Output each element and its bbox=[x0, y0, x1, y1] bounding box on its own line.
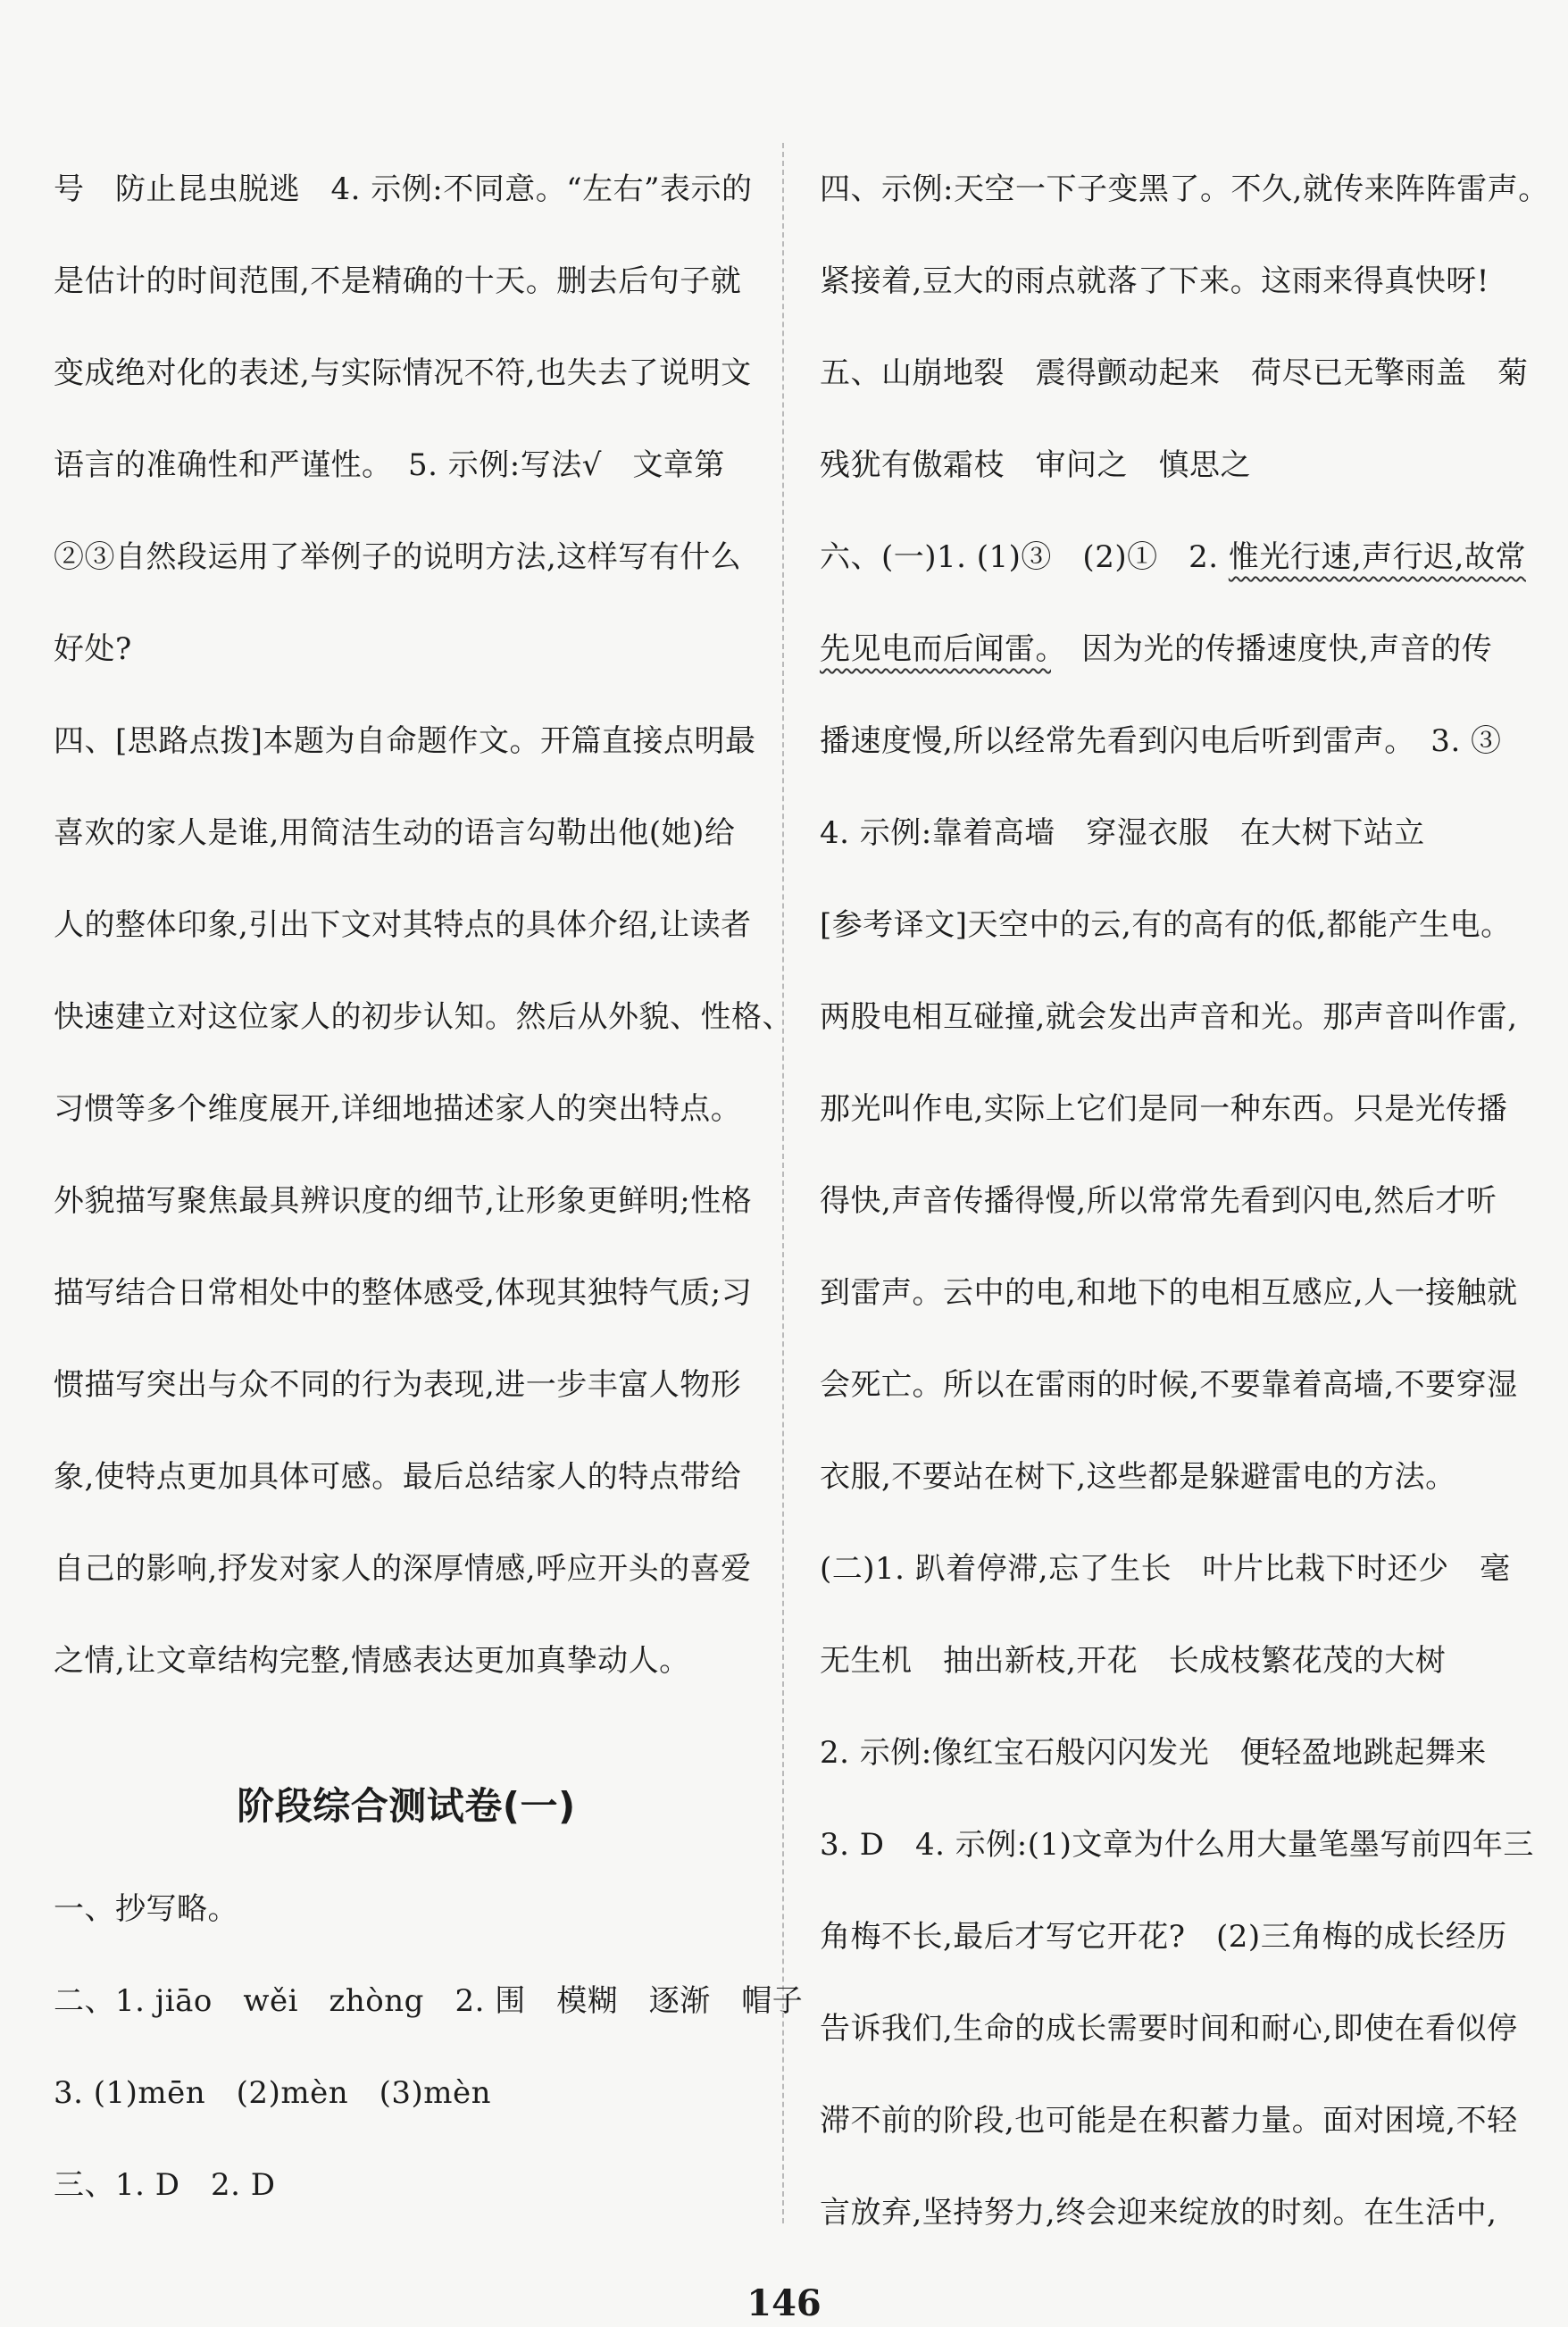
left-column bbox=[54, 157, 804, 2245]
text-line: 衣服,不要站在树下,这些都是躲避雷电的方法。 bbox=[820, 1459, 1456, 1495]
text-line: 描写结合日常相处中的整体感受,体现其独特气质;习 bbox=[54, 1275, 753, 1311]
text-line: [参考译文]天空中的云,有的高有的低,都能产生电。 bbox=[820, 907, 1512, 943]
text-line: 角梅不长,最后才写它开花? (2)三角梅的成长经历 bbox=[820, 1919, 1507, 1955]
text-line: 变成绝对化的表述,与实际情况不符,也失去了说明文 bbox=[54, 355, 752, 391]
text-line: 那光叫作电,实际上它们是同一种东西。只是光传播 bbox=[820, 1091, 1508, 1127]
text-line: 外貌描写聚焦最具辨识度的细节,让形象更鲜明;性格 bbox=[54, 1183, 753, 1219]
text-line: 无生机 抽出新枝,开花 长成枝繁花茂的大树 bbox=[820, 1643, 1447, 1679]
text-line: 是估计的时间范围,不是精确的十天。删去后句子就 bbox=[54, 263, 742, 299]
text-line: 自己的影响,抒发对家人的深厚情感,呼应开头的喜爱 bbox=[54, 1551, 752, 1587]
text-line: 五、山崩地裂 震得颤动起来 荷尽已无擎雨盖 菊 bbox=[820, 355, 1529, 391]
text-line: 两股电相互碰撞,就会发出声音和光。那声音叫作雷, bbox=[820, 999, 1518, 1035]
text-line: 之情,让文章结构完整,情感表达更加真挚动人。 bbox=[54, 1643, 690, 1679]
page-number: 146 bbox=[746, 2282, 822, 2324]
section-heading: 阶段综合测试卷(一) bbox=[237, 1784, 576, 1828]
text-line: 得快,声音传播得慢,所以常常先看到闪电,然后才听 bbox=[820, 1183, 1497, 1219]
text-line: (二)1. 趴着停滞,忘了生长 叶片比栽下时还少 毫 bbox=[820, 1551, 1511, 1587]
text-line: 好处? bbox=[54, 631, 132, 667]
spacer bbox=[54, 1721, 759, 1774]
text-line: 三、1. D 2. D bbox=[54, 2167, 276, 2203]
text-line: 紧接着,豆大的雨点就落了下来。这雨来得真快呀! bbox=[820, 263, 1489, 299]
wavy-underlined-text: 先见电而后闻雷。 bbox=[820, 631, 1051, 667]
text-line: 残犹有傲霜枝 审问之 慎思之 bbox=[820, 447, 1251, 483]
text-line: 告诉我们,生命的成长需要时间和耐心,即使在看似停 bbox=[820, 2011, 1518, 2047]
text-line: ②③自然段运用了举例子的说明方法,这样写有什么 bbox=[54, 539, 742, 575]
text-line: 习惯等多个维度展开,详细地描述家人的突出特点。 bbox=[54, 1091, 742, 1127]
text-line: 先见电而后闻雷。 因为光的传播速度快,声音的传 bbox=[820, 631, 1493, 667]
wavy-underlined-text: 惟光行速,声行迟,故常 bbox=[1228, 539, 1526, 575]
text-line: 到雷声。云中的电,和地下的电相互感应,人一接触就 bbox=[820, 1275, 1518, 1311]
text-line: 会死亡。所以在雷雨的时候,不要靠着高墙,不要穿湿 bbox=[820, 1367, 1518, 1403]
text-line: 3. (1)mēn (2)mèn (3)mèn bbox=[54, 2075, 492, 2111]
text-line: 喜欢的家人是谁,用简洁生动的语言勾勒出他(她)给 bbox=[54, 815, 736, 851]
text-line: 3. D 4. 示例:(1)文章为什么用大量笔墨写前四年三 bbox=[820, 1827, 1534, 1863]
text-line: 象,使特点更加具体可感。最后总结家人的特点带给 bbox=[54, 1459, 742, 1495]
text-line: 言放弃,坚持努力,终会迎来绽放的时刻。在生活中, bbox=[820, 2195, 1497, 2231]
text-line: 语言的准确性和严谨性。 5. 示例:写法√ 文章第 bbox=[54, 447, 725, 483]
text-line: 四、[思路点拨]本题为自命题作文。开篇直接点明最 bbox=[54, 723, 756, 759]
column-divider bbox=[782, 143, 784, 2223]
right-column bbox=[820, 157, 1549, 2273]
text-line: 播速度慢,所以经常先看到闪电后听到雷声。 3. ③ bbox=[820, 723, 1502, 759]
text-line: 号 防止昆虫脱逃 4. 示例:不同意。“左右”表示的 bbox=[54, 171, 753, 207]
text-line: 4. 示例:靠着高墙 穿湿衣服 在大树下站立 bbox=[820, 815, 1425, 851]
text-line: 一、抄写略。 bbox=[54, 1891, 238, 1927]
text-line: 快速建立对这位家人的初步认知。然后从外貌、性格、 bbox=[54, 999, 793, 1035]
text-line: 滞不前的阶段,也可能是在积蓄力量。面对困境,不轻 bbox=[820, 2103, 1518, 2139]
text-line: 2. 示例:像红宝石般闪闪发光 便轻盈地跳起舞来 bbox=[820, 1735, 1487, 1771]
spacer bbox=[54, 1866, 759, 1877]
text-line: 二、1. jiāo wěi zhòng 2. 围 模糊 逐渐 帽子 bbox=[54, 1983, 804, 2019]
text-line: 惯描写突出与众不同的行为表现,进一步丰富人物形 bbox=[54, 1367, 742, 1403]
text-line: 人的整体印象,引出下文对其特点的具体介绍,让读者 bbox=[54, 907, 752, 943]
text-line: 六、(一)1. (1)③ (2)① 2. 惟光行速,声行迟,故常 bbox=[820, 539, 1526, 575]
text-line: 四、示例:天空一下子变黑了。不久,就传来阵阵雷声。 bbox=[820, 171, 1549, 207]
